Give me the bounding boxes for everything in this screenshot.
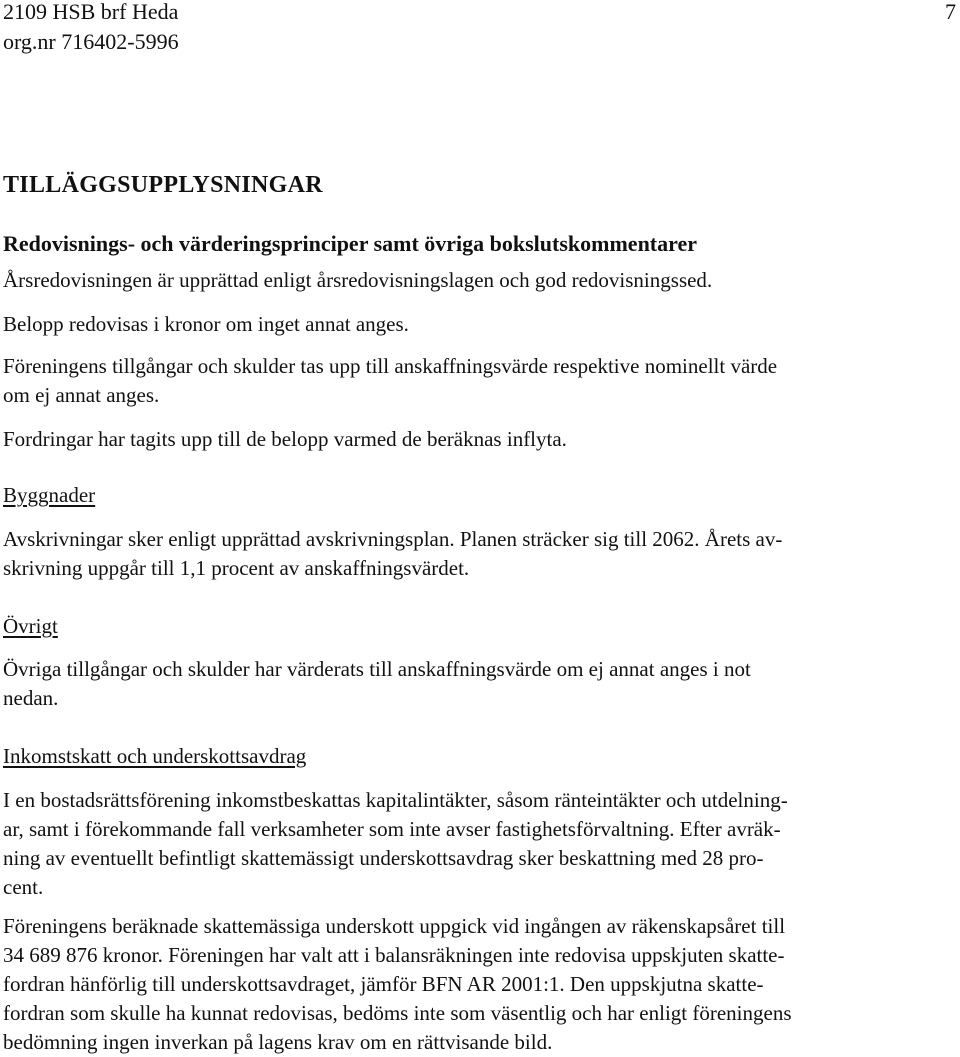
organization-number: org.nr 716402-5996: [3, 29, 179, 54]
body-line: I en bostadsrättsförening inkomstbeskattas kapitalintäkter, såsom ränteintäkter och utdelning-: [3, 788, 788, 812]
body-line: bedömning ingen inverkan på lagens krav om en rättvisande bild.: [3, 1030, 553, 1054]
body-line: Övriga tillgångar och skulder har värderats till anskaffningsvärde om ej annat anges i not: [3, 657, 751, 681]
document-header: [3, 0, 179, 57]
intro-line: Belopp redovisas i kronor om inget annat anges.: [3, 312, 409, 336]
section-body-byggnader: [3, 525, 958, 583]
body-line: cent.: [3, 875, 44, 899]
section-heading: Byggnader: [3, 483, 96, 507]
section-body-ovrigt: [3, 655, 958, 713]
intro-line: Fordringar har tagits upp till de belopp varmed de beräknas inflyta.: [3, 427, 567, 451]
body-line: ar, samt i förekommande fall verksamheter som inte avser fastighetsförvaltning. Efter avräk-: [3, 817, 781, 841]
section-heading: Övrigt: [3, 614, 58, 638]
intro-line: om ej annat anges.: [3, 383, 160, 407]
body-line: ning av eventuellt befintligt skattemässigt underskottsavdrag sker beskattning med 28 pro-: [3, 846, 764, 870]
intro-paragraph: [3, 310, 958, 339]
body-line: fordran som skulle ha kunnat redovisas, bedöms inte som väsentlig och har enligt föreningens: [3, 1001, 792, 1025]
body-line: Avskrivningar sker enligt upprättad avskrivningsplan. Planen sträcker sig till 2062. Årets av-: [3, 527, 783, 551]
section-heading: Inkomstskatt och underskottsavdrag: [3, 744, 307, 768]
body-line: 34 689 876 kronor. Föreningen har valt att i balansräkningen inte redovisa uppskjuten skatte-: [3, 943, 785, 967]
intro-line: Årsredovisningen är upprättad enligt årsredovisningslagen och god redovisningssed.: [3, 268, 713, 292]
section-subtitle: Redovisnings- och värderingsprinciper samt övriga bokslutskommentarer: [3, 231, 698, 256]
section-body-inkomstskatt-2: [3, 912, 958, 1057]
body-line: nedan.: [3, 686, 59, 710]
organization-name: 2109 HSB brf Heda: [3, 0, 179, 24]
body-line: skrivning uppgår till 1,1 procent av anskaffningsvärdet.: [3, 556, 470, 580]
section-heading-ovrigt: [3, 612, 958, 641]
page-number: 7: [945, 0, 956, 24]
intro-paragraph: [3, 266, 958, 295]
body-line: Föreningens beräknade skattemässiga underskott uppgick vid ingången av räkenskapsåret till: [3, 914, 786, 938]
section-heading-inkomstskatt: [3, 742, 958, 771]
body-line: fordran hänförlig till underskottsavdraget, jämför BFN AR 2001:1. Den uppskjutna skatte-: [3, 972, 764, 996]
intro-paragraph: [3, 425, 958, 454]
intro-line: Föreningens tillgångar och skulder tas upp till anskaffningsvärde respektive nominellt värde: [3, 354, 778, 378]
intro-paragraph: [3, 352, 958, 410]
section-heading-byggnader: [3, 481, 958, 510]
page-title: TILLÄGGSUPPLYSNINGAR: [3, 172, 323, 198]
section-body-inkomstskatt: [3, 786, 958, 902]
